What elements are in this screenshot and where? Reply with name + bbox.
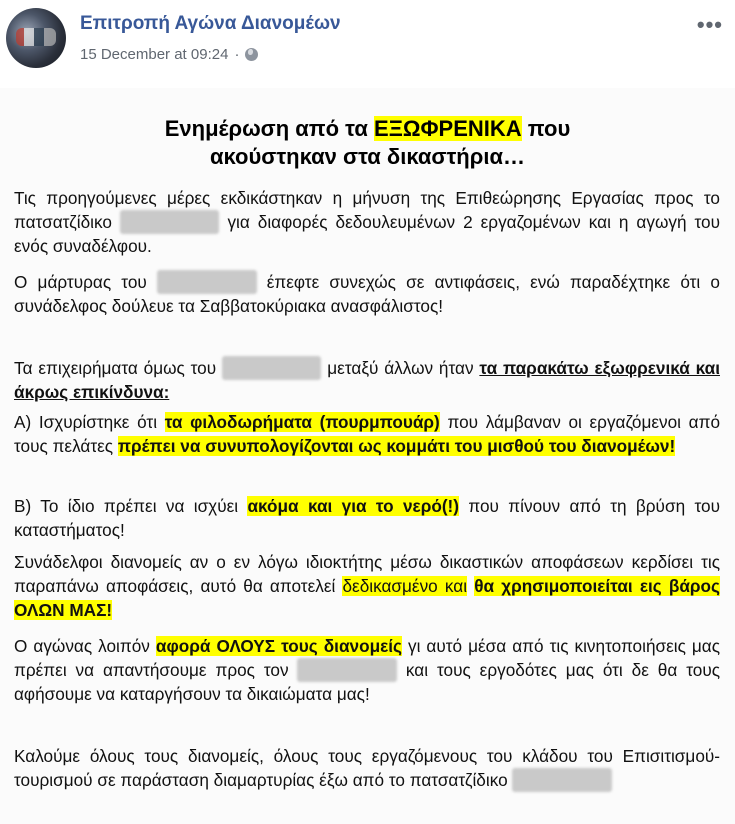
meta-separator: · — [234, 46, 240, 63]
highlight-text: θα χρησιμοποιείται εις βάρος ΟΛΩΝ ΜΑΣ! — [14, 576, 720, 620]
text: Ο μάρτυρας του — [14, 272, 147, 292]
text: για διαφορές δεδουλευμένων 2 εργαζομένων και η αγωγή του ενός συναδέλφου. — [14, 212, 721, 256]
title-part: Ενημέρωση από τα — [164, 116, 368, 141]
text: Α) Ισχυρίστηκε ότι — [14, 412, 158, 432]
paragraph-2 — [14, 270, 720, 318]
emphasis-text: τα παρακάτω εξωφρενικά και άκρως επικίνδυνα: — [14, 358, 720, 402]
highlight-text: πρέπει να συνυπολογίζονται ως κομμάτι του μισθού του διανομέων! — [117, 436, 676, 456]
text: Τα επιχειρήματα όμως του — [14, 358, 217, 378]
text: Καλούμε όλους τους διανομείς, όλους τους εργαζόμενους του κλάδου του Επισιτισμού-τουρισμού σε παράσταση διαμαρτυρίας έξω από το πατσατζίδικο — [14, 746, 720, 790]
redacted-name — [222, 356, 322, 380]
paragraph-8 — [14, 744, 720, 792]
post-image-document[interactable] — [0, 88, 735, 824]
text: που λάμβαναν οι εργαζόμενοι από τους πελάτες — [14, 412, 721, 456]
paragraph-5 — [14, 494, 720, 542]
highlight-text: δεδικασμένο και — [342, 576, 468, 596]
post-meta — [80, 46, 258, 63]
paragraph-7 — [14, 634, 720, 706]
globe-icon[interactable] — [245, 48, 258, 61]
title-highlight: ΕΞΩΦΡΕΝΙΚΑ — [374, 116, 522, 141]
paragraph-4 — [14, 410, 720, 458]
text: που πίνουν από τη βρύση του καταστήματος! — [14, 496, 720, 540]
paragraph-3 — [14, 356, 720, 404]
text: γι αυτό μέσα από τις κινητοποιήσεις μας πρέπει να απαντήσουμε προς τον — [14, 636, 721, 680]
highlight-text: ακόμα και για το νερό(!) — [247, 496, 460, 516]
redacted-name — [120, 210, 220, 234]
title-line-2: ακούστηκαν στα δικαστήρια… — [210, 144, 525, 169]
paragraph-1 — [14, 186, 720, 258]
page-name-link[interactable]: Επιτροπή Αγώνα Διανομέων — [80, 13, 341, 34]
text: Β) Το ίδιο πρέπει να ισχύει — [14, 496, 239, 516]
highlight-text: αφορά ΟΛΟΥΣ τους διανομείς — [155, 636, 402, 656]
more-icon[interactable]: ••• — [696, 12, 723, 37]
text: μεταξύ άλλων ήταν — [327, 358, 474, 378]
redacted-name — [512, 768, 612, 792]
title-part: που — [521, 116, 571, 141]
text: έπεφτε συνεχώς σε αντιφάσεις, ενώ παραδέχτηκε ότι ο συνάδελφος δούλευε τα Σαββατοκύριακα ανασφάλιστος! — [14, 272, 720, 316]
page-avatar[interactable] — [6, 8, 66, 68]
post-timestamp[interactable]: 15 December at 09:24 — [80, 46, 229, 63]
text: Τις προηγούμενες μέρες εκδικάστηκαν η μήνυση της Επιθεώρησης Εργασίας προς το πατσατζίδικο — [14, 188, 720, 232]
document-title — [0, 115, 735, 171]
text: Ο αγώνας λοιπόν — [14, 636, 150, 656]
redacted-name — [297, 658, 397, 682]
text: και τους εργοδότες μας ότι δε θα τους αφήσουμε να καταργήσουν τα δικαιώματα μας! — [14, 660, 721, 704]
text: Συνάδελφοι διανομείς αν ο εν λόγω ιδιοκτήτης μέσω δικαστικών αποφάσεων κερδίσει τις παραπάνω αποφάσεις, αυτό θα αποτελεί — [14, 552, 720, 596]
post-header — [0, 0, 735, 88]
highlight-text: τα φιλοδωρήματα (πουρμπουάρ) — [164, 412, 440, 432]
redacted-name — [157, 270, 257, 294]
paragraph-6 — [14, 550, 720, 622]
